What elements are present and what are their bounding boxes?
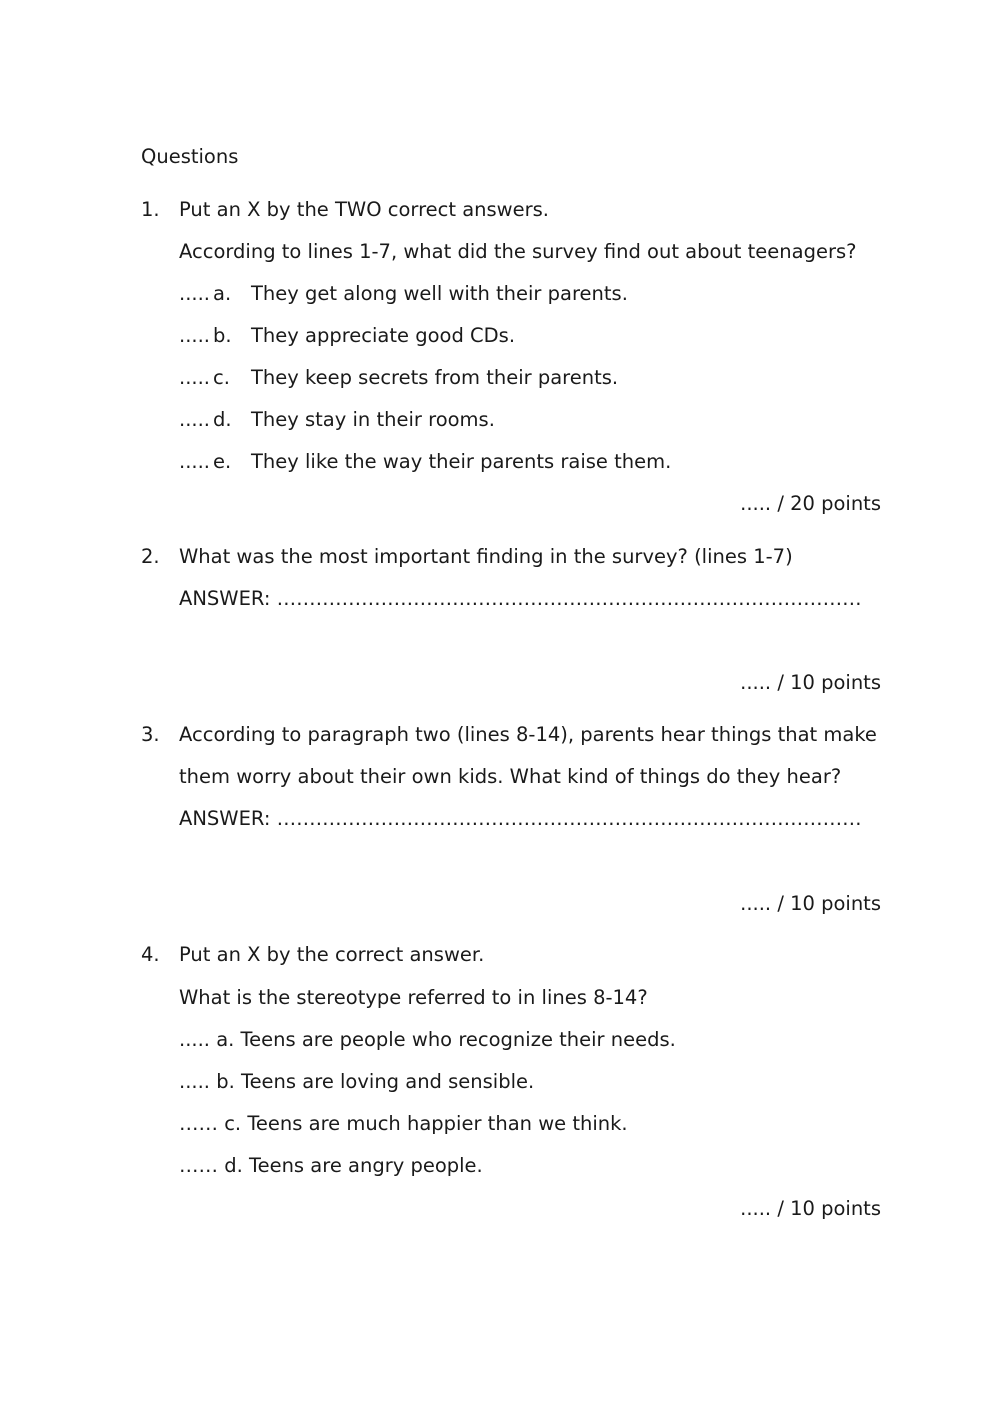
page-heading: Questions	[141, 145, 239, 168]
question-text-line-2: them worry about their own kids. What kind of things do they hear?	[179, 765, 842, 788]
points-score[interactable]: ..... / 10 points	[740, 671, 881, 694]
option-letter: d.	[213, 408, 232, 431]
question-number: 3.	[141, 723, 160, 746]
points-score[interactable]: ..... / 10 points	[740, 892, 881, 915]
points-score[interactable]: ..... / 10 points	[740, 1197, 881, 1220]
option-letter: b.	[213, 324, 232, 347]
points-score[interactable]: ..... / 20 points	[740, 492, 881, 515]
question-instruction: Put an X by the TWO correct answers.	[179, 198, 550, 221]
answer-blank[interactable]: .....	[179, 450, 210, 473]
question-text: What was the most important finding in the survey? (lines 1-7)	[179, 545, 793, 568]
question-number: 2.	[141, 545, 160, 568]
answer-blank[interactable]: .....	[179, 282, 210, 305]
question-text: According to lines 1-7, what did the survey find out about teenagers?	[179, 240, 857, 263]
option-a[interactable]: ..... a. Teens are people who recognize their needs.	[179, 1028, 676, 1051]
answer-line[interactable]: ANSWER: ………………………………………………………………………………	[179, 807, 862, 830]
question-number: 4.	[141, 943, 160, 966]
option-b[interactable]: ..... b. Teens are loving and sensible.	[179, 1070, 535, 1093]
answer-line[interactable]: ANSWER: ………………………………………………………………………………	[179, 587, 862, 610]
question-text-line-1: According to paragraph two (lines 8-14), parents hear things that make	[179, 723, 877, 746]
option-letter: a.	[213, 282, 232, 305]
question-text: What is the stereotype referred to in lines 8-14?	[179, 986, 648, 1009]
option-text: They like the way their parents raise them.	[251, 450, 672, 473]
question-instruction: Put an X by the correct answer.	[179, 943, 485, 966]
answer-blank[interactable]: .....	[179, 366, 210, 389]
option-text: They appreciate good CDs.	[251, 324, 516, 347]
option-letter: e.	[213, 450, 232, 473]
option-d[interactable]: …… d. Teens are angry people.	[179, 1154, 483, 1177]
answer-blank[interactable]: .....	[179, 408, 210, 431]
question-number: 1.	[141, 198, 160, 221]
option-text: They stay in their rooms.	[251, 408, 495, 431]
answer-blank[interactable]: .....	[179, 324, 210, 347]
option-letter: c.	[213, 366, 230, 389]
option-c[interactable]: …… c. Teens are much happier than we think.	[179, 1112, 628, 1135]
option-text: They keep secrets from their parents.	[251, 366, 619, 389]
option-text: They get along well with their parents.	[251, 282, 628, 305]
